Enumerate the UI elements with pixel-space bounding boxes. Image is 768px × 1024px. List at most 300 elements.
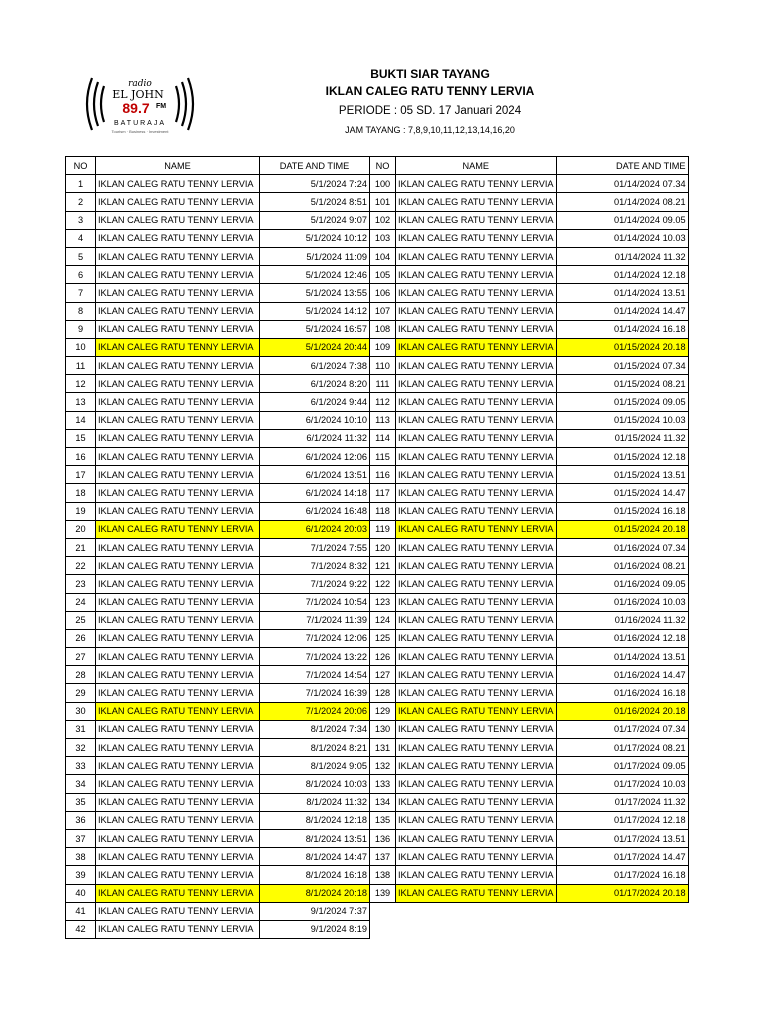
row-number: 107 — [370, 302, 396, 320]
row-name: IKLAN CALEG RATU TENNY LERVIA — [96, 338, 260, 356]
table-row — [66, 611, 689, 629]
row-datetime: 01/16/2024 16.18 — [556, 684, 688, 702]
row-name: IKLAN CALEG RATU TENNY LERVIA — [96, 866, 260, 884]
row-datetime: 6/1/2024 16:48 — [260, 502, 370, 520]
row-name: IKLAN CALEG RATU TENNY LERVIA — [96, 884, 260, 902]
row-name: IKLAN CALEG RATU TENNY LERVIA — [96, 375, 260, 393]
row-name: IKLAN CALEG RATU TENNY LERVIA — [96, 720, 260, 738]
row-datetime: 8/1/2024 7:34 — [260, 720, 370, 738]
row-number: 122 — [370, 575, 396, 593]
row-name: IKLAN CALEG RATU TENNY LERVIA — [96, 211, 260, 229]
row-datetime: 01/15/2024 20.18 — [556, 338, 688, 356]
row-datetime: 8/1/2024 13:51 — [260, 829, 370, 847]
row-name: IKLAN CALEG RATU TENNY LERVIA — [396, 666, 557, 684]
row-name: IKLAN CALEG RATU TENNY LERVIA — [396, 702, 557, 720]
document-subtitle: IKLAN CALEG RATU TENNY LERVIA — [325, 84, 535, 98]
row-name: IKLAN CALEG RATU TENNY LERVIA — [396, 393, 557, 411]
table-body — [66, 175, 689, 939]
svg-text:Tourism · Business · Investmen: Tourism · Business · Investment — [111, 129, 169, 134]
row-name: IKLAN CALEG RATU TENNY LERVIA — [396, 320, 557, 338]
row-name: IKLAN CALEG RATU TENNY LERVIA — [396, 375, 557, 393]
row-number: 15 — [66, 429, 96, 447]
table-row — [66, 520, 689, 538]
row-name: IKLAN CALEG RATU TENNY LERVIA — [96, 702, 260, 720]
row-number: 30 — [66, 702, 96, 720]
row-name: IKLAN CALEG RATU TENNY LERVIA — [96, 538, 260, 556]
radio-wave-icon — [80, 72, 200, 136]
row-datetime: 01/15/2024 07.34 — [556, 357, 688, 375]
row-number: 22 — [66, 557, 96, 575]
table-row — [66, 848, 689, 866]
row-name: IKLAN CALEG RATU TENNY LERVIA — [96, 266, 260, 284]
col-header-no: NO — [66, 157, 96, 175]
table-row — [66, 629, 689, 647]
row-number: 128 — [370, 684, 396, 702]
row-number: 13 — [66, 393, 96, 411]
row-datetime: 01/16/2024 07.34 — [556, 538, 688, 556]
row-number: 120 — [370, 538, 396, 556]
col-header-name: NAME — [96, 157, 260, 175]
row-name: IKLAN CALEG RATU TENNY LERVIA — [96, 848, 260, 866]
row-datetime: 8/1/2024 12:18 — [260, 811, 370, 829]
row-number: 39 — [66, 866, 96, 884]
row-number: 116 — [370, 466, 396, 484]
row-number: 7 — [66, 284, 96, 302]
row-datetime: 01/16/2024 10.03 — [556, 593, 688, 611]
row-number: 12 — [66, 375, 96, 393]
row-name: IKLAN CALEG RATU TENNY LERVIA — [396, 520, 557, 538]
table-row — [66, 720, 689, 738]
table-row — [66, 211, 689, 229]
row-number: 29 — [66, 684, 96, 702]
row-name: IKLAN CALEG RATU TENNY LERVIA — [96, 229, 260, 247]
row-name: IKLAN CALEG RATU TENNY LERVIA — [396, 575, 557, 593]
row-datetime: 01/14/2024 08.21 — [556, 193, 688, 211]
row-datetime: 01/16/2024 11.32 — [556, 611, 688, 629]
row-datetime: 5/1/2024 12:46 — [260, 266, 370, 284]
row-datetime: 01/15/2024 16.18 — [556, 502, 688, 520]
row-number: 34 — [66, 775, 96, 793]
row-datetime: 01/17/2024 12.18 — [556, 811, 688, 829]
row-datetime: 01/15/2024 20.18 — [556, 520, 688, 538]
row-datetime: 6/1/2024 13:51 — [260, 466, 370, 484]
table-row — [66, 375, 689, 393]
row-datetime: 7/1/2024 14:54 — [260, 666, 370, 684]
row-datetime: 6/1/2024 8:20 — [260, 375, 370, 393]
table-row — [66, 484, 689, 502]
row-name: IKLAN CALEG RATU TENNY LERVIA — [396, 284, 557, 302]
row-name: IKLAN CALEG RATU TENNY LERVIA — [396, 757, 557, 775]
row-number: 119 — [370, 520, 396, 538]
row-number: 33 — [66, 757, 96, 775]
row-number: 24 — [66, 593, 96, 611]
row-number: 113 — [370, 411, 396, 429]
row-name: IKLAN CALEG RATU TENNY LERVIA — [396, 884, 557, 902]
row-number: 16 — [66, 448, 96, 466]
row-datetime: 01/15/2024 08.21 — [556, 375, 688, 393]
row-name: IKLAN CALEG RATU TENNY LERVIA — [396, 611, 557, 629]
row-datetime: 5/1/2024 8:51 — [260, 193, 370, 211]
row-name: IKLAN CALEG RATU TENNY LERVIA — [396, 302, 557, 320]
row-number: 129 — [370, 702, 396, 720]
row-datetime: 01/17/2024 20.18 — [556, 884, 688, 902]
row-name: IKLAN CALEG RATU TENNY LERVIA — [96, 357, 260, 375]
table-row — [66, 775, 689, 793]
row-number: 31 — [66, 720, 96, 738]
row-name: IKLAN CALEG RATU TENNY LERVIA — [96, 629, 260, 647]
table-row — [66, 411, 689, 429]
row-name: IKLAN CALEG RATU TENNY LERVIA — [96, 466, 260, 484]
table-row — [66, 429, 689, 447]
row-datetime: 5/1/2024 7:24 — [260, 175, 370, 193]
row-datetime: 8/1/2024 11:32 — [260, 793, 370, 811]
row-number: 123 — [370, 593, 396, 611]
table-row — [66, 357, 689, 375]
row-name: IKLAN CALEG RATU TENNY LERVIA — [396, 193, 557, 211]
row-datetime: 01/15/2024 14.47 — [556, 484, 688, 502]
row-name: IKLAN CALEG RATU TENNY LERVIA — [96, 393, 260, 411]
col-header-date-right: DATE AND TIME — [556, 157, 688, 175]
row-datetime: 01/14/2024 09.05 — [556, 211, 688, 229]
row-datetime: 8/1/2024 8:21 — [260, 739, 370, 757]
row-number: 111 — [370, 375, 396, 393]
row-number: 17 — [66, 466, 96, 484]
table-row — [66, 702, 689, 720]
table-row — [66, 338, 689, 356]
table-row — [66, 229, 689, 247]
row-name: IKLAN CALEG RATU TENNY LERVIA — [96, 684, 260, 702]
row-number: 133 — [370, 775, 396, 793]
row-number: 118 — [370, 502, 396, 520]
row-name: IKLAN CALEG RATU TENNY LERVIA — [96, 829, 260, 847]
table-row — [66, 393, 689, 411]
row-number: 100 — [370, 175, 396, 193]
row-name: IKLAN CALEG RATU TENNY LERVIA — [96, 775, 260, 793]
col-header-name-right: NAME — [396, 157, 557, 175]
row-number: 38 — [66, 848, 96, 866]
broadcast-log-table — [65, 156, 689, 939]
table-row — [66, 739, 689, 757]
row-number: 32 — [66, 739, 96, 757]
empty-cell — [370, 902, 396, 920]
row-datetime: 01/14/2024 13.51 — [556, 648, 688, 666]
row-number: 138 — [370, 866, 396, 884]
row-datetime: 01/15/2024 13.51 — [556, 466, 688, 484]
row-datetime: 01/14/2024 11.32 — [556, 247, 688, 265]
row-datetime: 01/14/2024 10.03 — [556, 229, 688, 247]
row-number: 110 — [370, 357, 396, 375]
row-name: IKLAN CALEG RATU TENNY LERVIA — [396, 229, 557, 247]
row-datetime: 01/14/2024 16.18 — [556, 320, 688, 338]
row-name: IKLAN CALEG RATU TENNY LERVIA — [96, 757, 260, 775]
row-name: IKLAN CALEG RATU TENNY LERVIA — [96, 666, 260, 684]
row-number: 117 — [370, 484, 396, 502]
row-number: 102 — [370, 211, 396, 229]
row-datetime: 01/16/2024 20.18 — [556, 702, 688, 720]
row-number: 126 — [370, 648, 396, 666]
row-number: 101 — [370, 193, 396, 211]
table-row — [66, 648, 689, 666]
row-number: 36 — [66, 811, 96, 829]
row-number: 23 — [66, 575, 96, 593]
table-row — [66, 884, 689, 902]
row-name: IKLAN CALEG RATU TENNY LERVIA — [96, 193, 260, 211]
row-number: 131 — [370, 739, 396, 757]
table-row — [66, 266, 689, 284]
row-number: 41 — [66, 902, 96, 920]
table-row — [66, 193, 689, 211]
row-number: 112 — [370, 393, 396, 411]
svg-text:FM: FM — [156, 103, 167, 110]
row-name: IKLAN CALEG RATU TENNY LERVIA — [396, 502, 557, 520]
row-datetime: 5/1/2024 9:07 — [260, 211, 370, 229]
table-row — [66, 466, 689, 484]
row-number: 20 — [66, 520, 96, 538]
row-number: 106 — [370, 284, 396, 302]
row-number: 137 — [370, 848, 396, 866]
row-name: IKLAN CALEG RATU TENNY LERVIA — [396, 593, 557, 611]
table-row — [66, 757, 689, 775]
row-name: IKLAN CALEG RATU TENNY LERVIA — [396, 411, 557, 429]
row-name: IKLAN CALEG RATU TENNY LERVIA — [396, 739, 557, 757]
row-datetime: 5/1/2024 14:12 — [260, 302, 370, 320]
row-datetime: 01/17/2024 07.34 — [556, 720, 688, 738]
row-name: IKLAN CALEG RATU TENNY LERVIA — [396, 211, 557, 229]
row-datetime: 01/17/2024 16.18 — [556, 866, 688, 884]
row-name: IKLAN CALEG RATU TENNY LERVIA — [396, 629, 557, 647]
row-name: IKLAN CALEG RATU TENNY LERVIA — [396, 684, 557, 702]
row-name: IKLAN CALEG RATU TENNY LERVIA — [96, 575, 260, 593]
row-number: 2 — [66, 193, 96, 211]
row-name: IKLAN CALEG RATU TENNY LERVIA — [96, 411, 260, 429]
row-number: 11 — [66, 357, 96, 375]
table-row — [66, 666, 689, 684]
row-datetime: 01/17/2024 14.47 — [556, 848, 688, 866]
table-row — [66, 448, 689, 466]
table-row — [66, 538, 689, 556]
row-datetime: 5/1/2024 16:57 — [260, 320, 370, 338]
document-title: BUKTI SIAR TAYANG — [370, 67, 490, 81]
row-number: 132 — [370, 757, 396, 775]
row-datetime: 01/17/2024 10.03 — [556, 775, 688, 793]
row-name: IKLAN CALEG RATU TENNY LERVIA — [396, 266, 557, 284]
row-datetime: 7/1/2024 9:22 — [260, 575, 370, 593]
row-number: 134 — [370, 793, 396, 811]
row-datetime: 7/1/2024 8:32 — [260, 557, 370, 575]
row-name: IKLAN CALEG RATU TENNY LERVIA — [96, 593, 260, 611]
row-datetime: 01/14/2024 14.47 — [556, 302, 688, 320]
table-row — [66, 593, 689, 611]
row-number: 136 — [370, 829, 396, 847]
row-number: 8 — [66, 302, 96, 320]
table-row — [66, 902, 689, 920]
row-datetime: 01/17/2024 13.51 — [556, 829, 688, 847]
row-datetime: 5/1/2024 10:12 — [260, 229, 370, 247]
empty-cell — [556, 902, 688, 920]
row-datetime: 6/1/2024 14:18 — [260, 484, 370, 502]
row-number: 4 — [66, 229, 96, 247]
row-datetime: 9/1/2024 7:37 — [260, 902, 370, 920]
row-datetime: 7/1/2024 20:06 — [260, 702, 370, 720]
row-datetime: 01/15/2024 09.05 — [556, 393, 688, 411]
period-text: PERIODE : 05 SD. 17 Januari 2024 — [338, 105, 522, 117]
row-name: IKLAN CALEG RATU TENNY LERVIA — [396, 538, 557, 556]
row-number: 3 — [66, 211, 96, 229]
row-number: 10 — [66, 338, 96, 356]
row-number: 105 — [370, 266, 396, 284]
row-name: IKLAN CALEG RATU TENNY LERVIA — [96, 520, 260, 538]
table-row — [66, 284, 689, 302]
row-datetime: 01/17/2024 09.05 — [556, 757, 688, 775]
row-datetime: 8/1/2024 16:18 — [260, 866, 370, 884]
row-datetime: 01/14/2024 12.18 — [556, 266, 688, 284]
row-number: 125 — [370, 629, 396, 647]
svg-text:BATURAJA: BATURAJA — [113, 120, 167, 127]
row-datetime: 01/15/2024 10.03 — [556, 411, 688, 429]
table-row — [66, 866, 689, 884]
row-datetime: 01/15/2024 12.18 — [556, 448, 688, 466]
table-row — [66, 811, 689, 829]
row-datetime: 8/1/2024 14:47 — [260, 848, 370, 866]
row-name: IKLAN CALEG RATU TENNY LERVIA — [96, 302, 260, 320]
row-name: IKLAN CALEG RATU TENNY LERVIA — [396, 429, 557, 447]
row-name: IKLAN CALEG RATU TENNY LERVIA — [396, 175, 557, 193]
row-number: 127 — [370, 666, 396, 684]
row-datetime: 01/16/2024 12.18 — [556, 629, 688, 647]
row-name: IKLAN CALEG RATU TENNY LERVIA — [396, 648, 557, 666]
row-number: 124 — [370, 611, 396, 629]
row-number: 26 — [66, 629, 96, 647]
row-datetime: 7/1/2024 11:39 — [260, 611, 370, 629]
row-datetime: 6/1/2024 20:03 — [260, 520, 370, 538]
row-datetime: 8/1/2024 9:05 — [260, 757, 370, 775]
row-datetime: 6/1/2024 10:10 — [260, 411, 370, 429]
svg-text:EL JOHN: EL JOHN — [112, 88, 164, 101]
row-name: IKLAN CALEG RATU TENNY LERVIA — [96, 611, 260, 629]
table-row — [66, 793, 689, 811]
row-datetime: 7/1/2024 13:22 — [260, 648, 370, 666]
empty-cell — [396, 902, 557, 920]
row-number: 115 — [370, 448, 396, 466]
row-number: 42 — [66, 920, 96, 938]
col-header-date: DATE AND TIME — [260, 157, 370, 175]
row-datetime: 5/1/2024 13:55 — [260, 284, 370, 302]
row-name: IKLAN CALEG RATU TENNY LERVIA — [396, 448, 557, 466]
row-datetime: 01/17/2024 08.21 — [556, 739, 688, 757]
svg-text:radio: radio — [128, 79, 152, 89]
row-name: IKLAN CALEG RATU TENNY LERVIA — [396, 357, 557, 375]
row-number: 109 — [370, 338, 396, 356]
table-row — [66, 320, 689, 338]
row-name: IKLAN CALEG RATU TENNY LERVIA — [96, 793, 260, 811]
empty-cell — [396, 920, 557, 938]
row-name: IKLAN CALEG RATU TENNY LERVIA — [96, 739, 260, 757]
table-row — [66, 920, 689, 938]
row-datetime: 01/15/2024 11.32 — [556, 429, 688, 447]
row-name: IKLAN CALEG RATU TENNY LERVIA — [396, 338, 557, 356]
table-row — [66, 557, 689, 575]
broadcast-hours-text: JAM TAYANG : 7,8,9,10,11,12,13,14,16,20 — [345, 125, 515, 135]
row-name: IKLAN CALEG RATU TENNY LERVIA — [96, 484, 260, 502]
row-number: 121 — [370, 557, 396, 575]
table-row — [66, 502, 689, 520]
row-datetime: 6/1/2024 7:38 — [260, 357, 370, 375]
row-name: IKLAN CALEG RATU TENNY LERVIA — [96, 448, 260, 466]
row-number: 14 — [66, 411, 96, 429]
col-header-no-right: NO — [370, 157, 396, 175]
row-name: IKLAN CALEG RATU TENNY LERVIA — [396, 829, 557, 847]
row-number: 139 — [370, 884, 396, 902]
table-row — [66, 302, 689, 320]
row-number: 5 — [66, 247, 96, 265]
row-name: IKLAN CALEG RATU TENNY LERVIA — [96, 429, 260, 447]
row-name: IKLAN CALEG RATU TENNY LERVIA — [396, 466, 557, 484]
row-datetime: 01/14/2024 07.34 — [556, 175, 688, 193]
row-number: 40 — [66, 884, 96, 902]
row-number: 9 — [66, 320, 96, 338]
row-datetime: 01/16/2024 08.21 — [556, 557, 688, 575]
row-number: 1 — [66, 175, 96, 193]
row-datetime: 7/1/2024 10:54 — [260, 593, 370, 611]
row-name: IKLAN CALEG RATU TENNY LERVIA — [396, 720, 557, 738]
row-number: 28 — [66, 666, 96, 684]
row-datetime: 5/1/2024 20:44 — [260, 338, 370, 356]
row-number: 6 — [66, 266, 96, 284]
row-number: 35 — [66, 793, 96, 811]
row-datetime: 5/1/2024 11:09 — [260, 247, 370, 265]
empty-cell — [370, 920, 396, 938]
row-number: 108 — [370, 320, 396, 338]
row-number: 21 — [66, 538, 96, 556]
row-name: IKLAN CALEG RATU TENNY LERVIA — [396, 775, 557, 793]
row-name: IKLAN CALEG RATU TENNY LERVIA — [96, 902, 260, 920]
row-name: IKLAN CALEG RATU TENNY LERVIA — [396, 848, 557, 866]
row-datetime: 01/16/2024 14.47 — [556, 666, 688, 684]
table-row — [66, 829, 689, 847]
table-row — [66, 175, 689, 193]
row-name: IKLAN CALEG RATU TENNY LERVIA — [96, 920, 260, 938]
svg-text:89.7: 89.7 — [122, 100, 150, 116]
radio-logo — [80, 72, 200, 136]
row-number: 27 — [66, 648, 96, 666]
row-datetime: 7/1/2024 7:55 — [260, 538, 370, 556]
table-row — [66, 247, 689, 265]
row-name: IKLAN CALEG RATU TENNY LERVIA — [96, 320, 260, 338]
row-name: IKLAN CALEG RATU TENNY LERVIA — [96, 557, 260, 575]
row-datetime: 01/16/2024 09.05 — [556, 575, 688, 593]
row-datetime: 8/1/2024 20:18 — [260, 884, 370, 902]
row-number: 135 — [370, 811, 396, 829]
row-name: IKLAN CALEG RATU TENNY LERVIA — [396, 866, 557, 884]
row-datetime: 6/1/2024 12:06 — [260, 448, 370, 466]
row-name: IKLAN CALEG RATU TENNY LERVIA — [396, 557, 557, 575]
row-datetime: 6/1/2024 11:32 — [260, 429, 370, 447]
row-datetime: 8/1/2024 10:03 — [260, 775, 370, 793]
table-row — [66, 684, 689, 702]
row-datetime: 7/1/2024 12:06 — [260, 629, 370, 647]
row-name: IKLAN CALEG RATU TENNY LERVIA — [396, 247, 557, 265]
document-header — [230, 66, 630, 138]
row-datetime: 01/14/2024 13.51 — [556, 284, 688, 302]
row-number: 103 — [370, 229, 396, 247]
table-row — [66, 575, 689, 593]
row-number: 130 — [370, 720, 396, 738]
row-name: IKLAN CALEG RATU TENNY LERVIA — [396, 484, 557, 502]
row-number: 25 — [66, 611, 96, 629]
row-number: 114 — [370, 429, 396, 447]
row-number: 104 — [370, 247, 396, 265]
row-number: 19 — [66, 502, 96, 520]
